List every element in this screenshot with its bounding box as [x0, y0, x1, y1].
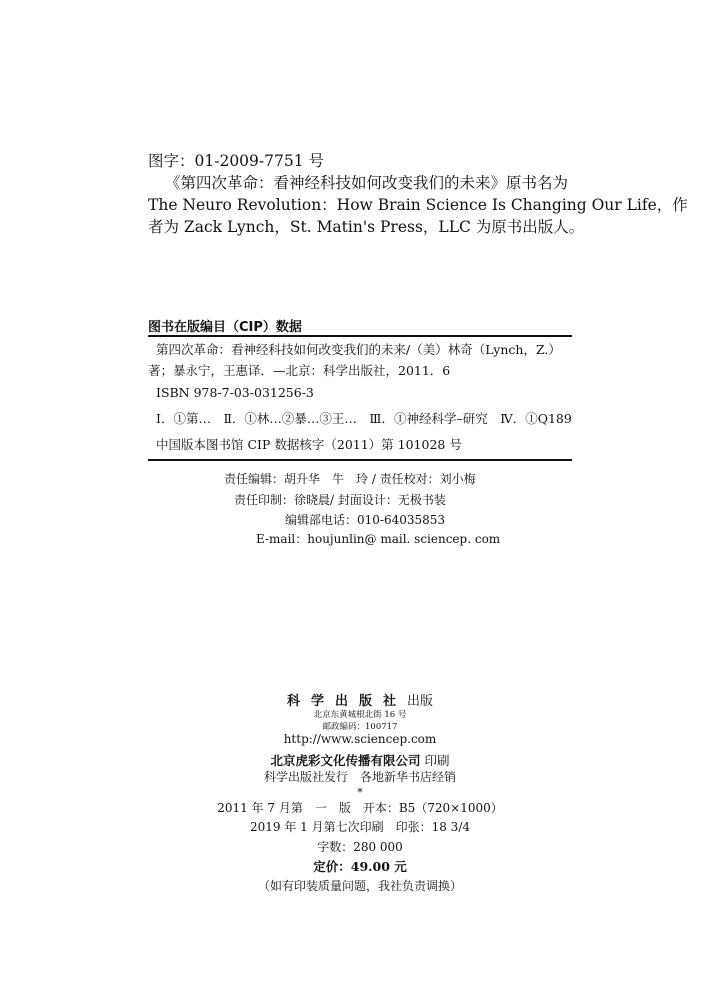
- publisher-address: 北京东黄城根北街 16 号: [313, 710, 407, 720]
- word-count: 字数：280 000: [317, 840, 403, 854]
- cip-classification: Ⅰ．①第… Ⅱ．①林…②暴…③王… Ⅲ．①神经科学–研究 Ⅳ．①Q189: [156, 411, 572, 426]
- cip-entry-line: 第四次革命：看神经科技如何改变我们的未来/（美）林奇（Lynch，Z.）: [156, 342, 561, 357]
- editorial-phone: 编辑部电话：010-64035853: [285, 513, 446, 527]
- original-title-line: 《第四次革命：看神经科技如何改变我们的未来》原书名为: [165, 174, 569, 192]
- cip-isbn: ISBN 978-7-03-031256-3: [156, 385, 314, 400]
- publisher-name-suffix: 出版: [407, 694, 434, 709]
- cip-entry-line: 著；暴永宁，王惠译．—北京：科学出版社，2011．6: [148, 363, 451, 378]
- print-design-credits: 责任印制：徐晓晨/ 封面设计：无极书装: [234, 493, 446, 507]
- separator-asterisk: *: [357, 786, 363, 799]
- cip-number: 中国版本图书馆 CIP 数据核字（2011）第 101028 号: [156, 437, 462, 452]
- responsible-editor: 责任编辑：胡升华 牛 玲 / 责任校对：刘小梅: [224, 472, 476, 486]
- cip-heading: 图书在版编目（CIP）数据: [148, 320, 302, 335]
- price: 定价：49.00 元: [313, 859, 407, 874]
- quality-note: （如有印装质量问题，我社负责调换）: [257, 879, 462, 893]
- cip-top-rule: [148, 335, 572, 337]
- printing-line: 2019 年 1 月第七次印刷 印张：18 3/4: [249, 820, 470, 834]
- printer-name: 北京虎彩文化传播有限公司: [270, 753, 421, 768]
- cip-bottom-rule: [148, 459, 572, 461]
- publisher-postcode: 邮政编码：100717: [322, 722, 398, 732]
- license-number: 图字：01-2009-7751 号: [148, 152, 325, 170]
- edition-line: 2011 年 7 月第 一 版 开本：B5（720×1000）: [217, 801, 503, 815]
- publisher-website: http://www.sciencep.com: [283, 732, 437, 746]
- publisher-line: [0, 690, 720, 709]
- publisher-name: 科学出版社: [286, 694, 407, 709]
- original-title-line: The Neuro Revolution：How Brain Science Is Changing Our Life，作: [148, 196, 688, 214]
- editorial-email: E-mail：houjunlin@ mail. sciencep. com: [256, 532, 501, 546]
- original-publisher-line: 者为 Zack Lynch，St. Matin's Press，LLC 为原书出版人。: [148, 218, 585, 236]
- printer-suffix: 印刷: [424, 753, 450, 768]
- distribution-line: 科学出版社发行 各地新华书店经销: [263, 770, 456, 784]
- printer-line: [0, 751, 720, 769]
